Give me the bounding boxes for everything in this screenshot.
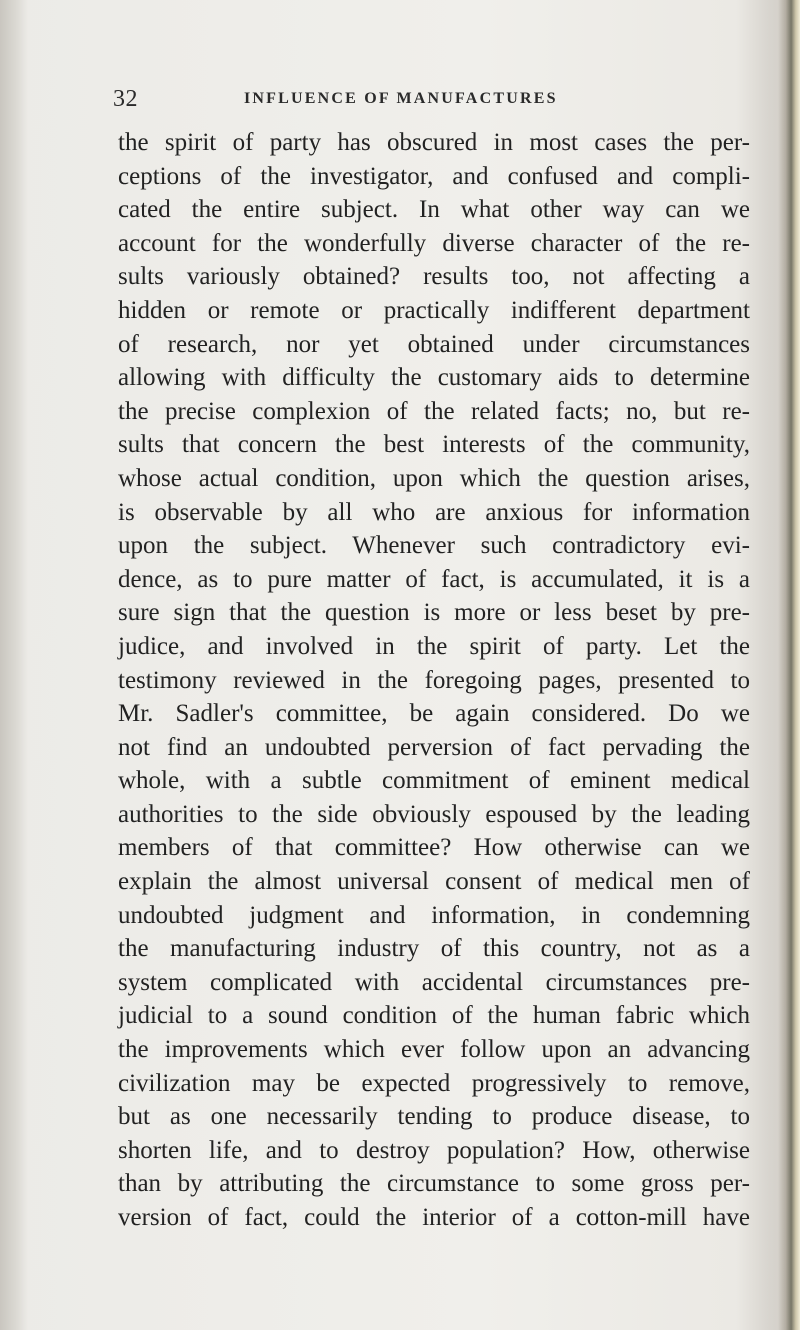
text-line: the spirit of party has obscured in most cases the per-: [118, 129, 750, 156]
page-gutter-shadow: [0, 0, 28, 1330]
text-line: undoubted judgment and information, in condemning: [118, 901, 750, 929]
text-line: ceptions of the investigator, and confused and compli-: [118, 162, 750, 190]
text-line: members of that committee? How otherwise can we: [118, 834, 750, 862]
text-line: whole, with a subtle commitment of eminent medical: [118, 767, 750, 795]
text-line: the precise complexion of the related facts; no, but re-: [118, 397, 750, 425]
text-line: than by attributing the circumstance to some gross per-: [118, 1170, 750, 1198]
text-line: sure sign that the question is more or less beset by pre-: [118, 599, 750, 627]
text-line: system complicated with accidental circumstances pre-: [118, 968, 750, 996]
text-line: whose actual condition, upon which the question arises,: [118, 464, 750, 492]
text-line: account for the wonderfully diverse character of the re-: [118, 229, 750, 257]
text-line: explain the almost universal consent of medical men of: [118, 868, 750, 896]
text-line: Mr. Sadler's committee, be again considered. Do we: [118, 700, 750, 728]
text-line: but as one necessarily tending to produce disease, to: [118, 1103, 750, 1131]
text-line: dence, as to pure matter of fact, is accumulated, it is a: [118, 565, 750, 593]
text-line: judicial to a sound condition of the human fabric which: [118, 1002, 750, 1030]
text-line: the manufacturing industry of this country, not as a: [118, 935, 750, 963]
text-line: civilization may be expected progressively to remove,: [118, 1069, 750, 1097]
text-line: hidden or remote or practically indifferent department: [118, 296, 750, 324]
text-line: is observable by all who are anxious for information: [118, 498, 750, 526]
text-line: version of fact, could the interior of a cotton-mill have: [118, 1204, 750, 1231]
running-head: [0, 86, 800, 116]
text-line: sults that concern the best interests of the community,: [118, 431, 750, 459]
text-line: upon the subject. Whenever such contradictory evi-: [118, 532, 750, 560]
text-line: cated the entire subject. In what other way can we: [118, 196, 750, 224]
page-number: 32: [113, 86, 138, 112]
text-line: of research, nor yet obtained under circumstances: [118, 330, 750, 358]
text-line: sults variously obtained? results too, not affecting a: [118, 263, 750, 291]
text-line: not find an undoubted perversion of fact pervading the: [118, 733, 750, 761]
text-line: shorten life, and to destroy population? How, otherwise: [118, 1136, 750, 1164]
book-binding-edge: [778, 0, 800, 1330]
text-line: judice, and involved in the spirit of party. Let the: [118, 632, 750, 660]
text-line: authorities to the side obviously espoused by the leading: [118, 800, 750, 828]
text-line: the improvements which ever follow upon an advancing: [118, 1036, 750, 1064]
text-line: allowing with difficulty the customary aids to determine: [118, 364, 750, 392]
running-head-title: INFLUENCE OF MANUFACTURES: [244, 90, 558, 107]
text-line: testimony reviewed in the foregoing pages, presented to: [118, 666, 750, 694]
body-text: [118, 126, 750, 1235]
